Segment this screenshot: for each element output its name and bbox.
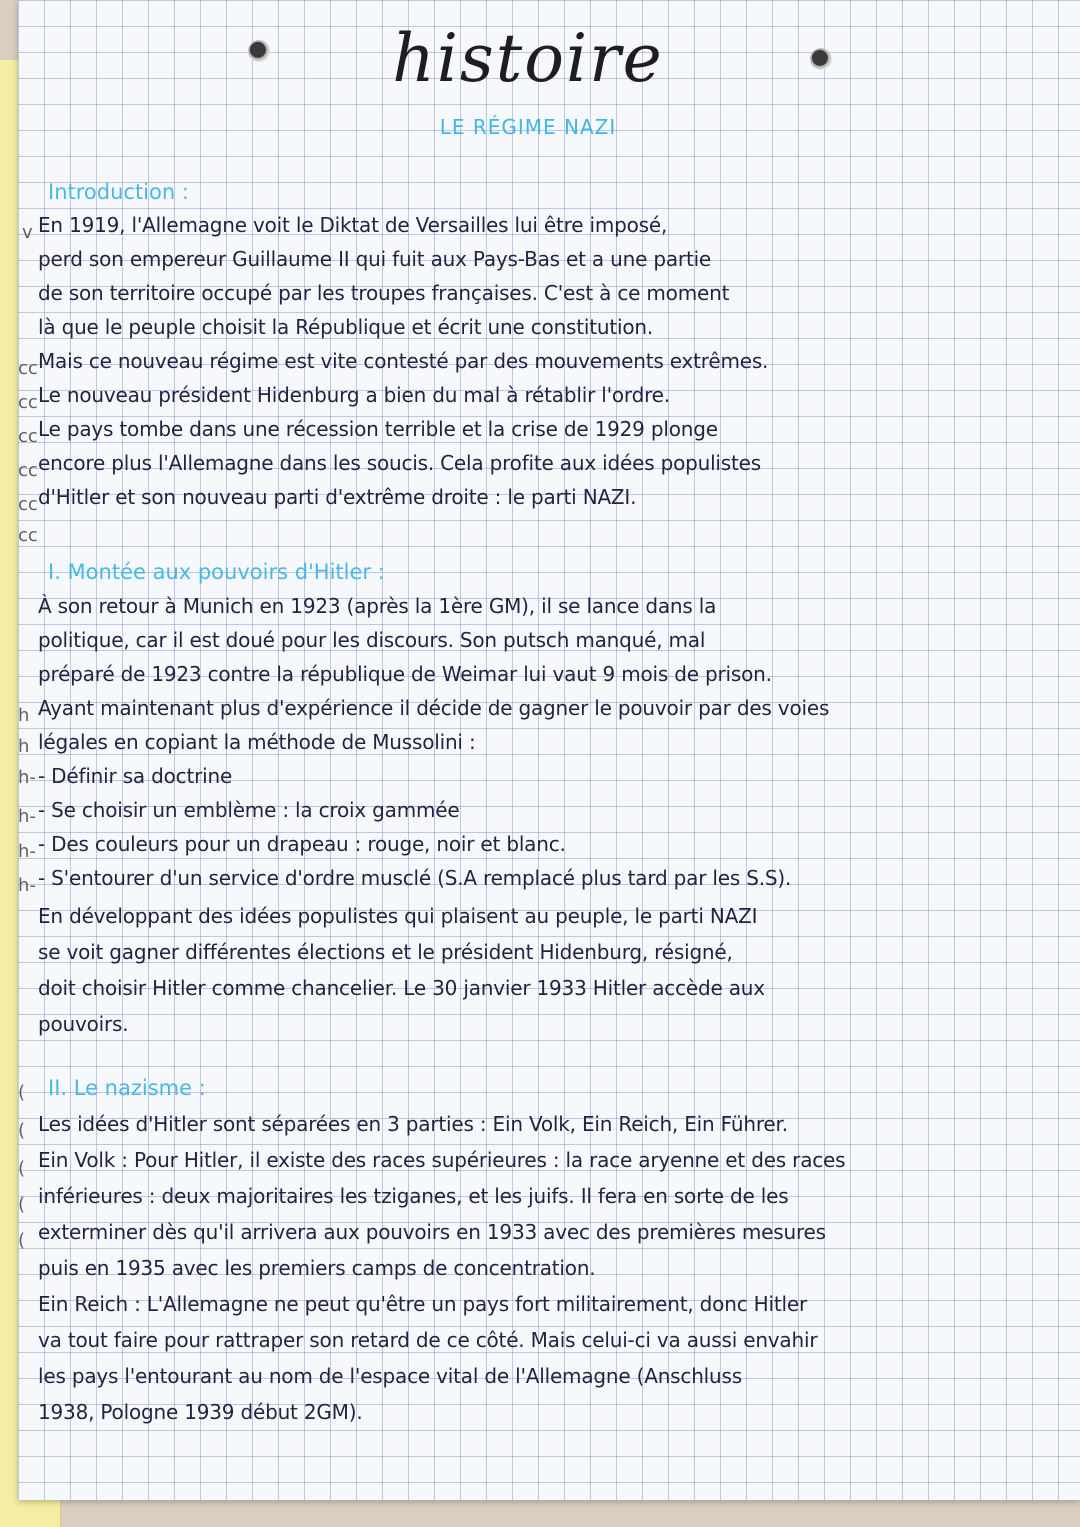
part1-line: pouvoirs. xyxy=(38,1012,129,1036)
part1-line: doit choisir Hitler comme chancelier. Le 30 janvier 1933 Hitler accède aux xyxy=(38,976,765,1000)
margin-mark: ( xyxy=(18,1158,26,1179)
part1-line: - Se choisir un emblème : la croix gammée xyxy=(38,798,460,822)
intro-line: Le nouveau président Hidenburg a bien du mal à rétablir l'ordre. xyxy=(38,383,670,407)
intro-heading: Introduction : xyxy=(48,180,189,204)
part2-line: les pays l'entourant au nom de l'espace vital de l'Allemagne (Anschluss xyxy=(38,1364,742,1388)
margin-mark: h xyxy=(18,705,30,726)
part1-line: se voit gagner différentes élections et le président Hidenburg, résigné, xyxy=(38,940,733,964)
margin-mark: h- xyxy=(18,767,36,788)
grid-paper-sheet xyxy=(18,0,1080,1500)
intro-line: là que le peuple choisit la République et écrit une constitution. xyxy=(38,315,654,339)
part2-line: inférieures : deux majoritaires les tziganes, et les juifs. Il fera en sorte de les xyxy=(38,1184,789,1208)
margin-mark: ( xyxy=(18,1120,26,1141)
margin-mark: v xyxy=(22,222,33,243)
part2-line: va tout faire pour rattraper son retard de ce côté. Mais celui-ci va aussi envahir xyxy=(38,1328,818,1352)
margin-mark: h- xyxy=(18,806,36,827)
part1-line: politique, car il est doué pour les discours. Son putsch manqué, mal xyxy=(38,628,706,652)
page-subtitle: LE RÉGIME NAZI xyxy=(439,115,617,139)
punch-hole-right xyxy=(810,48,832,70)
intro-line: d'Hitler et son nouveau parti d'extrême droite : le parti NAZI. xyxy=(38,485,637,509)
part1-line: - S'entourer d'un service d'ordre musclé (S.A remplacé plus tard par les S.S). xyxy=(38,866,792,890)
part2-line: Ein Volk : Pour Hitler, il existe des races supérieures : la race aryenne et des races xyxy=(38,1148,846,1172)
margin-mark: cc xyxy=(18,426,38,447)
part2-line: exterminer dès qu'il arrivera aux pouvoirs en 1933 avec des premières mesures xyxy=(38,1220,826,1244)
part1-line: légales en copiant la méthode de Mussolini : xyxy=(38,730,476,754)
part2-line: Les idées d'Hitler sont séparées en 3 parties : Ein Volk, Ein Reich, Ein Führer. xyxy=(38,1112,788,1136)
part2-line: puis en 1935 avec les premiers camps de concentration. xyxy=(38,1256,596,1280)
part2-line: Ein Reich : L'Allemagne ne peut qu'être un pays fort militairement, donc Hitler xyxy=(38,1292,807,1316)
part1-line: À son retour à Munich en 1923 (après la 1ère GM), il se lance dans la xyxy=(38,594,717,618)
margin-mark: cc xyxy=(18,494,38,515)
part2-heading: II. Le nazisme : xyxy=(48,1076,206,1100)
part1-line: - Définir sa doctrine xyxy=(38,764,233,788)
margin-mark: cc xyxy=(18,392,38,413)
intro-line: Le pays tombe dans une récession terrible et la crise de 1929 plonge xyxy=(38,417,718,441)
margin-mark: h xyxy=(18,736,30,757)
margin-mark: ( xyxy=(18,1082,26,1103)
margin-mark: cc xyxy=(18,358,38,379)
page-title: histoire xyxy=(392,20,664,97)
part1-line: préparé de 1923 contre la république de Weimar lui vaut 9 mois de prison. xyxy=(38,662,772,686)
intro-line: de son territoire occupé par les troupes françaises. C'est à ce moment xyxy=(38,281,730,305)
part1-line: - Des couleurs pour un drapeau : rouge, noir et blanc. xyxy=(38,832,566,856)
margin-mark: ( xyxy=(18,1230,26,1251)
part1-line: En développant des idées populistes qui plaisent au peuple, le parti NAZI xyxy=(38,904,758,928)
margin-mark: cc xyxy=(18,525,38,546)
part1-heading: I. Montée aux pouvoirs d'Hitler : xyxy=(48,560,385,584)
intro-line: encore plus l'Allemagne dans les soucis. Cela profite aux idées populistes xyxy=(38,451,761,475)
part2-line: 1938, Pologne 1939 début 2GM). xyxy=(38,1400,363,1424)
margin-mark: h- xyxy=(18,875,36,896)
intro-line: Mais ce nouveau régime est vite contesté par des mouvements extrêmes. xyxy=(38,349,769,373)
part1-line: Ayant maintenant plus d'expérience il décide de gagner le pouvoir par des voies xyxy=(38,696,830,720)
margin-mark: cc xyxy=(18,460,38,481)
intro-line: En 1919, l'Allemagne voit le Diktat de Versailles lui être imposé, xyxy=(38,213,668,237)
intro-line: perd son empereur Guillaume II qui fuit aux Pays-Bas et a une partie xyxy=(38,247,712,271)
margin-mark: h- xyxy=(18,841,36,862)
margin-mark: ( xyxy=(18,1194,26,1215)
punch-hole-left xyxy=(248,40,270,62)
